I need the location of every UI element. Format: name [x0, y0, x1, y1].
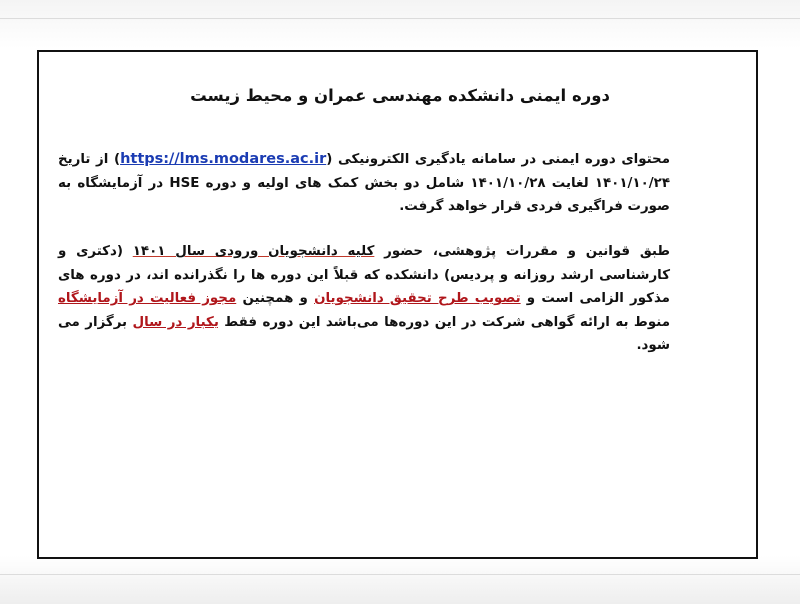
underlined-students-phrase: کلیه دانشجویان ورودی سال ۱۴۰۱: [132, 244, 375, 259]
document-title: دوره ایمنی دانشکده مهندسی عمران و محیط زیست: [190, 86, 610, 105]
highlight-lab-permit: مجوز فعالیت در آزمایشگاه: [58, 291, 237, 307]
lms-url-link[interactable]: https://lms.modares.ac.ir: [120, 151, 327, 167]
paragraph-requirements: [58, 240, 670, 358]
highlight-research-plan: تصویب طرح تحقیق دانشجویان: [314, 291, 521, 307]
paragraph2-text-1: طبق قوانین و مقررات پژوهشی، حضور: [374, 244, 670, 259]
paragraph2-text-5: برگزار می شود.: [58, 314, 670, 354]
highlight-once-a-year: یکبار در سال: [132, 314, 219, 330]
paragraph-course-content: [58, 148, 670, 219]
paragraph2-text-4: منوط به ارائه گواهی شرکت در این دوره‌ها می‌باشد این دوره فقط: [218, 314, 670, 330]
paragraph1-text-2: ) از تاریخ ۱۴۰۱/۱۰/۲۴ لغایت ۱۴۰۱/۱۰/۲۸ شامل دو بخش کمک های اولیه و دوره HSE در آزمایشگاه به صورت فراگیری فردی قرار خواهد گرفت.: [58, 152, 670, 215]
paragraph1-text-1: محتوای دوره ایمنی در سامانه یادگیری الکترونیکی (: [326, 152, 671, 167]
page-edge-top: [0, 18, 800, 19]
paragraph2-text-3: و همچنین: [236, 291, 315, 307]
paragraph2-text-2: (دکتری و کارشناسی ارشد روزانه و پردیس) دانشکده که قبلاً این دوره ها را نگذرانده اند، در دوره های مذکور الزامی است و: [58, 244, 670, 307]
page-edge-bottom: [0, 574, 800, 575]
